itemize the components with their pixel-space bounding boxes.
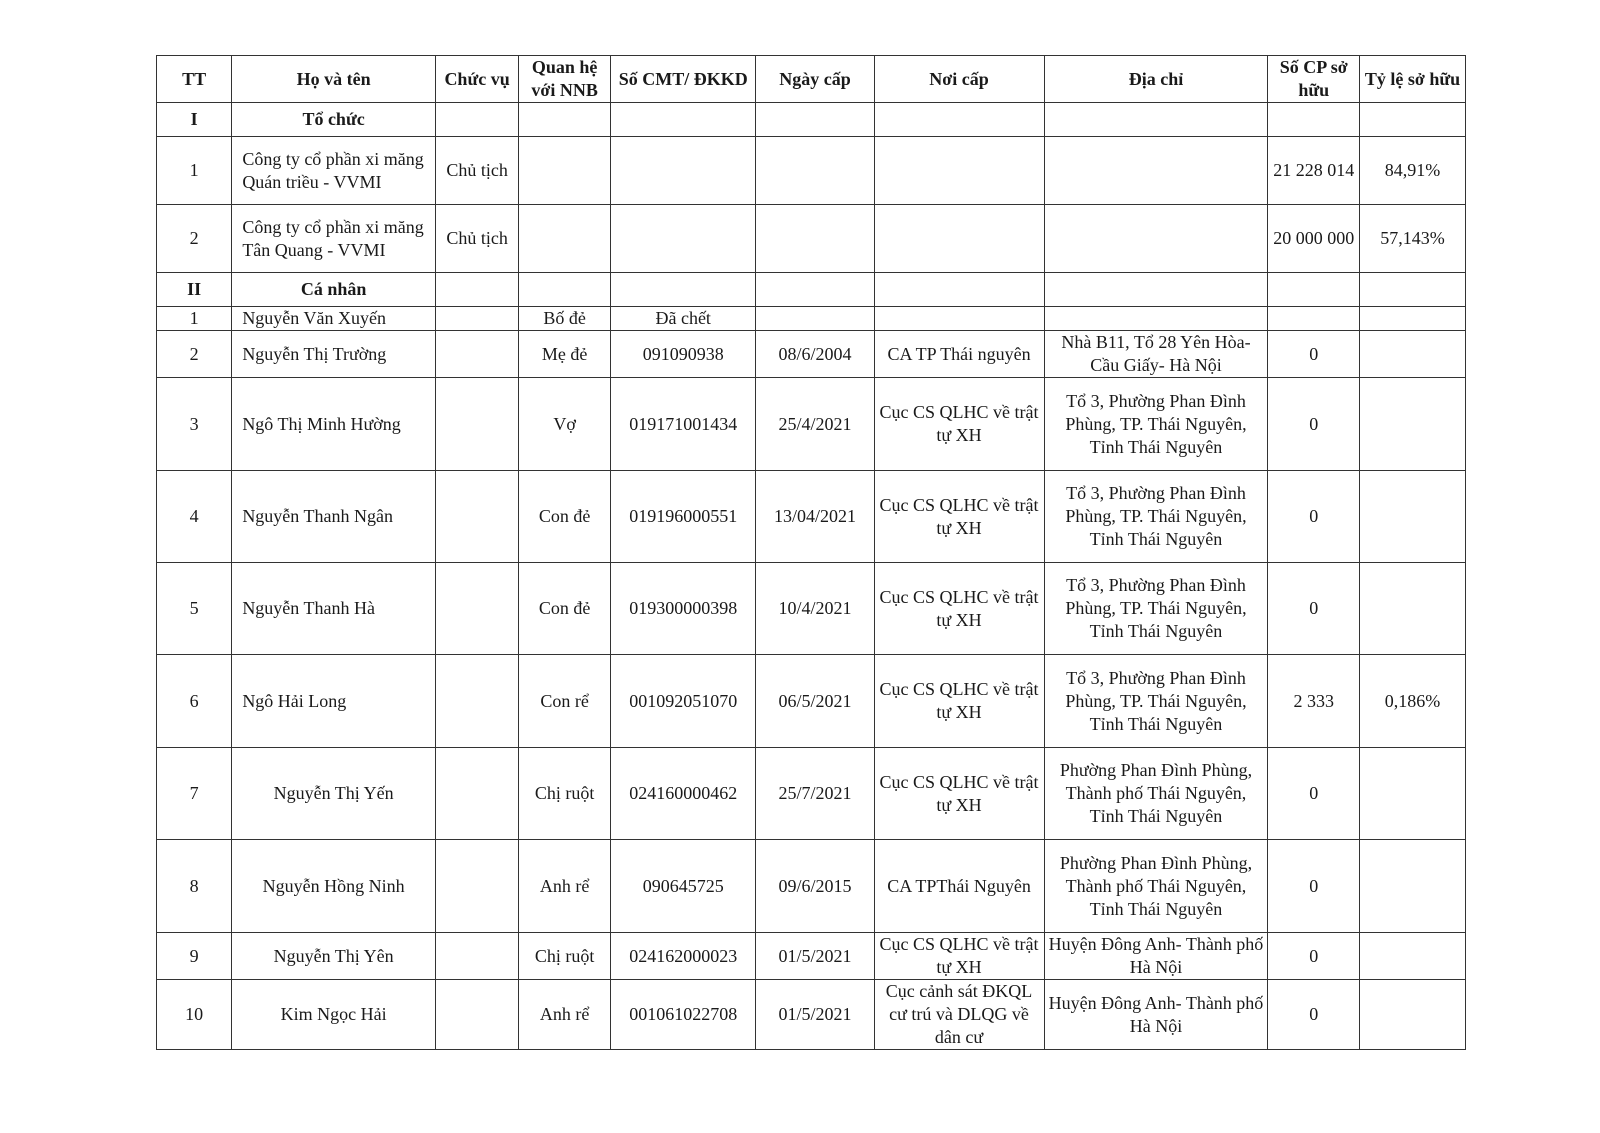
cell-position bbox=[435, 980, 518, 1050]
table-row bbox=[157, 307, 1466, 331]
cell-shares: 0 bbox=[1268, 471, 1360, 563]
section-number: II bbox=[157, 273, 232, 307]
cell-id-no: 019196000551 bbox=[610, 471, 756, 563]
cell-position bbox=[435, 563, 518, 655]
cell-issue-place: Cục CS QLHC về trật tự XH bbox=[874, 563, 1044, 655]
cell-name: Nguyễn Thị Trường bbox=[232, 331, 436, 378]
empty-cell bbox=[519, 273, 611, 307]
cell-issue-date: 13/04/2021 bbox=[756, 471, 874, 563]
empty-cell bbox=[1044, 103, 1268, 137]
cell-issue-place: Cục CS QLHC về trật tự XH bbox=[874, 933, 1044, 980]
cell-issue-date bbox=[756, 205, 874, 273]
header-issue-date: Ngày cấp bbox=[756, 56, 874, 103]
cell-ratio: 84,91% bbox=[1360, 137, 1466, 205]
header-relation: Quan hệ với NNB bbox=[519, 56, 611, 103]
cell-issue-place: CA TP Thái nguyên bbox=[874, 331, 1044, 378]
cell-name: Nguyễn Thanh Hà bbox=[232, 563, 436, 655]
cell-ratio bbox=[1360, 563, 1466, 655]
cell-id-no: Đã chết bbox=[610, 307, 756, 331]
cell-position bbox=[435, 655, 518, 748]
cell-name: Nguyễn Thị Yến bbox=[232, 748, 436, 840]
cell-issue-place: Cục CS QLHC về trật tự XH bbox=[874, 655, 1044, 748]
cell-address: Huyện Đông Anh- Thành phố Hà Nội bbox=[1044, 933, 1268, 980]
empty-cell bbox=[435, 103, 518, 137]
cell-shares: 0 bbox=[1268, 563, 1360, 655]
empty-cell bbox=[435, 273, 518, 307]
empty-cell bbox=[1044, 273, 1268, 307]
cell-tt: 6 bbox=[157, 655, 232, 748]
cell-issue-place: Cục CS QLHC về trật tự XH bbox=[874, 378, 1044, 471]
header-tt: TT bbox=[157, 56, 232, 103]
section-title: Cá nhân bbox=[232, 273, 436, 307]
cell-address: Nhà B11, Tổ 28 Yên Hòa- Cầu Giấy- Hà Nội bbox=[1044, 331, 1268, 378]
cell-relation: Vợ bbox=[519, 378, 611, 471]
cell-id-no: 024160000462 bbox=[610, 748, 756, 840]
table-row bbox=[157, 331, 1466, 378]
cell-name: Công ty cổ phần xi măng Tân Quang - VVMI bbox=[232, 205, 436, 273]
header-address: Địa chỉ bbox=[1044, 56, 1268, 103]
cell-tt: 9 bbox=[157, 933, 232, 980]
cell-position bbox=[435, 307, 518, 331]
table-row bbox=[157, 205, 1466, 273]
cell-relation bbox=[519, 137, 611, 205]
cell-shares: 0 bbox=[1268, 748, 1360, 840]
header-ratio: Tỷ lệ sở hữu bbox=[1360, 56, 1466, 103]
cell-name: Nguyễn Thị Yên bbox=[232, 933, 436, 980]
cell-issue-place: CA TPThái Nguyên bbox=[874, 840, 1044, 933]
cell-position bbox=[435, 471, 518, 563]
cell-id-no: 024162000023 bbox=[610, 933, 756, 980]
empty-cell bbox=[519, 103, 611, 137]
cell-id-no: 001092051070 bbox=[610, 655, 756, 748]
cell-ratio: 57,143% bbox=[1360, 205, 1466, 273]
cell-shares: 0 bbox=[1268, 980, 1360, 1050]
cell-relation: Con đẻ bbox=[519, 471, 611, 563]
section-title: Tổ chức bbox=[232, 103, 436, 137]
cell-tt: 5 bbox=[157, 563, 232, 655]
cell-tt: 3 bbox=[157, 378, 232, 471]
cell-position bbox=[435, 331, 518, 378]
empty-cell bbox=[1360, 103, 1466, 137]
cell-issue-date: 01/5/2021 bbox=[756, 933, 874, 980]
table-body bbox=[157, 103, 1466, 1050]
cell-issue-date: 10/4/2021 bbox=[756, 563, 874, 655]
cell-address: Tổ 3, Phường Phan Đình Phùng, TP. Thái Nguyên, Tỉnh Thái Nguyên bbox=[1044, 471, 1268, 563]
cell-relation: Mẹ đẻ bbox=[519, 331, 611, 378]
header-position: Chức vụ bbox=[435, 56, 518, 103]
cell-issue-place bbox=[874, 307, 1044, 331]
cell-relation: Chị ruột bbox=[519, 933, 611, 980]
empty-cell bbox=[1268, 273, 1360, 307]
cell-issue-place bbox=[874, 205, 1044, 273]
header-row bbox=[157, 56, 1466, 103]
empty-cell bbox=[756, 273, 874, 307]
cell-address bbox=[1044, 307, 1268, 331]
cell-shares: 0 bbox=[1268, 933, 1360, 980]
cell-position: Chủ tịch bbox=[435, 205, 518, 273]
cell-tt: 10 bbox=[157, 980, 232, 1050]
cell-position bbox=[435, 933, 518, 980]
cell-address: Tổ 3, Phường Phan Đình Phùng, TP. Thái Nguyên, Tỉnh Thái Nguyên bbox=[1044, 655, 1268, 748]
cell-shares: 21 228 014 bbox=[1268, 137, 1360, 205]
header-id-no: Số CMT/ ĐKKD bbox=[610, 56, 756, 103]
empty-cell bbox=[756, 103, 874, 137]
cell-position bbox=[435, 378, 518, 471]
section-row-ind bbox=[157, 273, 1466, 307]
cell-tt: 1 bbox=[157, 307, 232, 331]
cell-relation: Bố đẻ bbox=[519, 307, 611, 331]
empty-cell bbox=[610, 103, 756, 137]
empty-cell bbox=[610, 273, 756, 307]
cell-shares: 0 bbox=[1268, 378, 1360, 471]
table-row bbox=[157, 748, 1466, 840]
empty-cell bbox=[874, 273, 1044, 307]
cell-relation: Anh rể bbox=[519, 980, 611, 1050]
cell-ratio bbox=[1360, 933, 1466, 980]
header-shares: Số CP sở hữu bbox=[1268, 56, 1360, 103]
cell-relation: Con rể bbox=[519, 655, 611, 748]
cell-id-no: 090645725 bbox=[610, 840, 756, 933]
cell-issue-date: 09/6/2015 bbox=[756, 840, 874, 933]
table-row bbox=[157, 471, 1466, 563]
cell-name: Nguyễn Thanh Ngân bbox=[232, 471, 436, 563]
cell-relation: Con đẻ bbox=[519, 563, 611, 655]
empty-cell bbox=[1268, 103, 1360, 137]
cell-shares: 2 333 bbox=[1268, 655, 1360, 748]
cell-issue-date: 01/5/2021 bbox=[756, 980, 874, 1050]
cell-tt: 2 bbox=[157, 205, 232, 273]
cell-address: Phường Phan Đình Phùng, Thành phố Thái Nguyên, Tỉnh Thái Nguyên bbox=[1044, 840, 1268, 933]
cell-issue-place: Cục cảnh sát ĐKQL cư trú và DLQG về dân cư bbox=[874, 980, 1044, 1050]
cell-tt: 7 bbox=[157, 748, 232, 840]
table-row bbox=[157, 840, 1466, 933]
cell-address: Phường Phan Đình Phùng, Thành phố Thái Nguyên, Tỉnh Thái Nguyên bbox=[1044, 748, 1268, 840]
table-row bbox=[157, 980, 1466, 1050]
empty-cell bbox=[1360, 273, 1466, 307]
cell-relation: Chị ruột bbox=[519, 748, 611, 840]
section-row-org bbox=[157, 103, 1466, 137]
cell-issue-date bbox=[756, 137, 874, 205]
cell-address bbox=[1044, 137, 1268, 205]
cell-shares: 0 bbox=[1268, 840, 1360, 933]
cell-id-no: 001061022708 bbox=[610, 980, 756, 1050]
cell-position: Chủ tịch bbox=[435, 137, 518, 205]
cell-relation bbox=[519, 205, 611, 273]
cell-ratio bbox=[1360, 748, 1466, 840]
cell-ratio bbox=[1360, 378, 1466, 471]
cell-issue-place: Cục CS QLHC về trật tự XH bbox=[874, 748, 1044, 840]
header-issue-place: Nơi cấp bbox=[874, 56, 1044, 103]
cell-ratio bbox=[1360, 840, 1466, 933]
cell-name: Nguyễn Hồng Ninh bbox=[232, 840, 436, 933]
cell-issue-place: Cục CS QLHC về trật tự XH bbox=[874, 471, 1044, 563]
cell-relation: Anh rể bbox=[519, 840, 611, 933]
cell-name: Công ty cổ phần xi măng Quán triều - VVMI bbox=[232, 137, 436, 205]
table-row bbox=[157, 378, 1466, 471]
empty-cell bbox=[874, 103, 1044, 137]
cell-tt: 8 bbox=[157, 840, 232, 933]
table-row bbox=[157, 563, 1466, 655]
cell-position bbox=[435, 840, 518, 933]
cell-tt: 1 bbox=[157, 137, 232, 205]
cell-tt: 2 bbox=[157, 331, 232, 378]
cell-issue-place bbox=[874, 137, 1044, 205]
cell-ratio bbox=[1360, 471, 1466, 563]
cell-ratio: 0,186% bbox=[1360, 655, 1466, 748]
cell-name: Nguyễn Văn Xuyến bbox=[232, 307, 436, 331]
cell-address: Huyện Đông Anh- Thành phố Hà Nội bbox=[1044, 980, 1268, 1050]
cell-address: Tổ 3, Phường Phan Đình Phùng, TP. Thái Nguyên, Tỉnh Thái Nguyên bbox=[1044, 378, 1268, 471]
cell-address: Tổ 3, Phường Phan Đình Phùng, TP. Thái Nguyên, Tỉnh Thái Nguyên bbox=[1044, 563, 1268, 655]
cell-issue-date bbox=[756, 307, 874, 331]
cell-shares bbox=[1268, 307, 1360, 331]
cell-ratio bbox=[1360, 331, 1466, 378]
cell-id-no: 091090938 bbox=[610, 331, 756, 378]
cell-shares: 0 bbox=[1268, 331, 1360, 378]
table-row bbox=[157, 655, 1466, 748]
cell-issue-date: 25/7/2021 bbox=[756, 748, 874, 840]
header-name: Họ và tên bbox=[232, 56, 436, 103]
table-row bbox=[157, 137, 1466, 205]
cell-name: Ngô Thị Minh Hường bbox=[232, 378, 436, 471]
cell-ratio bbox=[1360, 307, 1466, 331]
section-number: I bbox=[157, 103, 232, 137]
shareholder-table bbox=[156, 55, 1466, 1050]
cell-id-no: 019300000398 bbox=[610, 563, 756, 655]
cell-ratio bbox=[1360, 980, 1466, 1050]
cell-issue-date: 06/5/2021 bbox=[756, 655, 874, 748]
cell-id-no bbox=[610, 137, 756, 205]
cell-id-no bbox=[610, 205, 756, 273]
cell-name: Ngô Hải Long bbox=[232, 655, 436, 748]
cell-tt: 4 bbox=[157, 471, 232, 563]
cell-position bbox=[435, 748, 518, 840]
cell-id-no: 019171001434 bbox=[610, 378, 756, 471]
table-row bbox=[157, 933, 1466, 980]
cell-shares: 20 000 000 bbox=[1268, 205, 1360, 273]
cell-issue-date: 08/6/2004 bbox=[756, 331, 874, 378]
cell-name: Kim Ngọc Hải bbox=[232, 980, 436, 1050]
cell-address bbox=[1044, 205, 1268, 273]
cell-issue-date: 25/4/2021 bbox=[756, 378, 874, 471]
